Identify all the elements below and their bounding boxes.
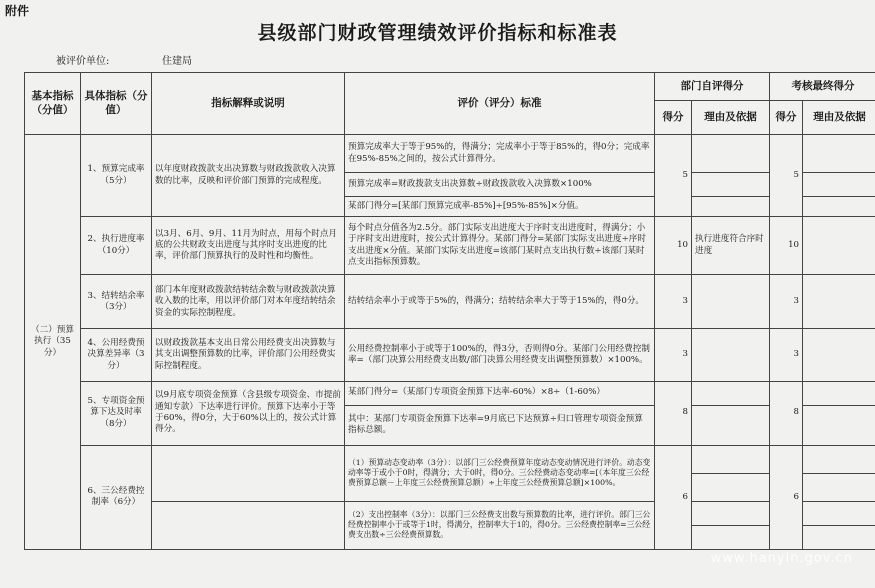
final-score-cell: 10: [770, 217, 803, 275]
standard-text: （2）支出控制率（3分）：以部门三公经费支出数与预算数的比率，进行评价。部门三公经费控制率小于或等于1时，得满分，控制率大于1的，得0分。三公经费控制率=三公经费支出数÷三公经费预算数。: [345, 501, 655, 549]
standard-text: 预算完成率=财政拨款支出决算数÷财政拨款收入决算数×100%: [345, 173, 655, 197]
self-reason-cell: [692, 275, 770, 329]
self-reason-cell: [692, 329, 770, 381]
final-reason-cell: [803, 525, 875, 549]
self-score-cell: 3: [655, 329, 692, 381]
header-final-reason: 理由及依据: [803, 101, 875, 135]
indicator-execution-progress: 2、执行进度率（10分）: [81, 217, 152, 275]
final-reason-cell: [803, 501, 875, 525]
standard-text: 某部门得分=[某部门预算完成率-85%]÷[95%-85%]×分值。: [345, 197, 655, 217]
header-self-reason: 理由及依据: [692, 101, 770, 135]
basic-indicator-cell: （二）预算执行（35分）: [25, 135, 81, 550]
final-score-cell: 5: [770, 135, 803, 217]
standard-text: 预算完成率大于等于95%的，得满分；完成率小于等于85%的，得0分；完成率在95%-85%之间的，按公式计算得分。: [345, 135, 655, 173]
self-reason-cell: [692, 525, 770, 549]
self-reason-cell: [692, 173, 770, 197]
evaluation-table: [24, 72, 875, 550]
final-score-cell: 3: [770, 275, 803, 329]
final-score-cell: 3: [770, 329, 803, 381]
explanation-budget-completion: 以年度财政拨款支出决算数与财政拨款收入决算数的比率，反映和评价部门预算的完成程度。: [152, 135, 345, 217]
indicator-budget-completion: 1、预算完成率（5分）: [81, 135, 152, 217]
page-title: 县级部门财政管理绩效评价指标和标准表: [257, 22, 618, 44]
final-reason-cell: [803, 197, 875, 217]
standard-text: 其中：某部门专项资金预算下达率=9月底已下达预算÷归口管理专项资金预算指标总额。: [345, 405, 655, 445]
site-watermark: www.hanyin.gov.cn: [710, 551, 853, 566]
indicator-special-funds-timeliness: 5、专项资金预算下达及时率（8分）: [81, 381, 152, 445]
header-specific-indicator: 具体指标（分值）: [81, 73, 152, 135]
header-final-score-group: 考核最终得分: [770, 73, 875, 101]
header-standard: 评价（评分）标准: [345, 73, 655, 135]
standard-text: 公用经费控制率小于或等于100%的，得3分，否则得0分。某部门公用经费控制率=（部门决算公用经费支出数/部门决算公用经费支出调整预算数）×100%。: [345, 329, 655, 381]
self-reason-cell: [692, 197, 770, 217]
self-score-cell: 8: [655, 381, 692, 445]
standard-text: 某部门得分=（某部门专项资金预算下达率-60%）×8÷（1-60%）: [345, 381, 655, 405]
evaluated-unit-value: 住建局: [162, 56, 192, 67]
self-reason-cell: [692, 135, 770, 173]
explanation-execution-progress: 以3月、6月、9月、11月为时点，用每个时点月底的公共财政支出进度与其序时支出进度的比率，评价部门预算执行的及时性和均衡性。: [152, 217, 345, 275]
header-final-score: 得分: [770, 101, 803, 135]
explanation-carryover-rate: 部门本年度财政拨款结转结余数与财政拨款决算收入数的比率，用以评价部门对本年度结转结余资金的实际控制程度。: [152, 275, 345, 329]
self-reason-cell: [692, 501, 770, 525]
self-score-cell: 10: [655, 217, 692, 275]
final-reason-cell: [803, 329, 875, 381]
explanation-three-public-expenses: [152, 445, 345, 501]
indicator-public-funds-variance: 4、公用经费预决算差异率（3分）: [81, 329, 152, 381]
final-reason-cell: [803, 275, 875, 329]
explanation-three-public-expenses-blank: [152, 501, 345, 549]
self-reason-cell: [692, 405, 770, 445]
final-reason-cell: [803, 381, 875, 405]
self-score-cell: 6: [655, 445, 692, 549]
self-reason-cell: [692, 473, 770, 501]
self-score-cell: 3: [655, 275, 692, 329]
indicator-three-public-expenses: 6、三公经费控制率（6分）: [81, 445, 152, 549]
explanation-special-funds-timeliness: 以9月底专项资金预算（含县级专项资金、市提前通知专款）下达率进行评价。预算下达率小于等于60%，得0分，大于60%以上的，按公式计算得分。: [152, 381, 345, 445]
final-score-cell: 8: [770, 381, 803, 445]
final-reason-cell: [803, 445, 875, 473]
final-reason-cell: [803, 173, 875, 197]
explanation-public-funds-variance: 以财政拨款基本支出日常公用经费支出决算数与其支出调整预算数的比率，评价部门公用经费实际控制程度。: [152, 329, 345, 381]
final-reason-cell: [803, 217, 875, 275]
self-reason-cell: 执行进度符合序时进度: [692, 217, 770, 275]
header-explanation: 指标解释或说明: [152, 73, 345, 135]
final-reason-cell: [803, 473, 875, 501]
final-reason-cell: [803, 135, 875, 173]
self-reason-cell: [692, 381, 770, 405]
attachment-label: 附件: [5, 4, 30, 18]
evaluated-unit-label: 被评价单位:: [56, 56, 110, 67]
final-score-cell: 6: [770, 445, 803, 549]
standard-text: 结转结余率小于或等于5%的，得满分；结转结余率大于等于15%的，得0分。: [345, 275, 655, 329]
standard-text: 每个时点分值各为2.5分。部门实际支出进度大于序时支出进度时，得满分；小于序时支出进度时，按公式计算得分。某部门得分=某部门实际支出进度÷序时支出进度×分值。某部门实际支出进度=该部门某时点支出执行数÷该部门某时点支出指标预算数。: [345, 217, 655, 275]
header-basic-indicator: 基本指标（分值）: [25, 73, 81, 135]
final-reason-cell: [803, 405, 875, 445]
self-reason-cell: [692, 445, 770, 473]
self-score-cell: 5: [655, 135, 692, 217]
header-self-score: 得分: [655, 101, 692, 135]
header-self-score-group: 部门自评得分: [655, 73, 770, 101]
standard-text: （1）预算动态变动率（3分）：以部门三公经费预算年度动态变动情况进行评价。动态变动率等于或小于0时，得满分；大于0时，得0分。三公经费动态变动率=[（本年度三公经费预算总额－上年度三公经费预算总额）÷上年度三公经费预算总额]×100%。: [345, 445, 655, 501]
indicator-carryover-rate: 3、结转结余率（3分）: [81, 275, 152, 329]
